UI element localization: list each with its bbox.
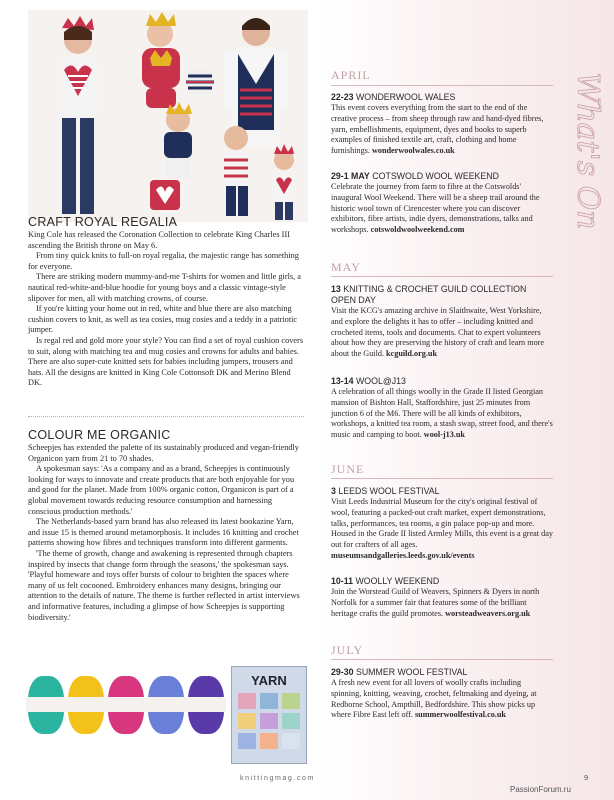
- paragraph: From tiny quick knits to full-on royal regalia, the majestic range has something for everyone.: [28, 251, 299, 271]
- organic-article: [28, 443, 306, 623]
- event-title: 22-23 WONDERWOOL WALES: [331, 92, 456, 102]
- paragraph: The Netherlands-based yarn brand has also released its latest bookazine Yarn, and issue 15 is themed around metamorphosis. It includes 16 knitting and crochet patterns showing how fibres and techniques transform into different garments.: [28, 517, 299, 548]
- event-body: Visit the KCG's amazing archive in Slaithwaite, West Yorkshire, and explore the delights it has to offer – including knitted and crocheted items, tools and documents. Chat to expert volunteers about how they are preserving the history of craft and learn more about the Guild. kcguild.org.uk: [331, 306, 545, 359]
- yarn-ball: [188, 676, 224, 734]
- month-june: JUNE: [331, 462, 365, 476]
- section-title-organic: COLOUR ME ORGANIC: [28, 428, 171, 442]
- event-title: 13 KNITTING & CROCHET GUILD COLLECTION OPEN DAY: [331, 284, 527, 305]
- event-title: 10-11 WOOLLY WEEKEND: [331, 576, 440, 586]
- paragraph: 'The theme of growth, change and awakening is represented through chapters inspired by insects that change form through the seasons,' the spokesman says. 'Playful homeware and toys offer bursts of colour to brighten the spaces where many of us felt cocooned. Embroidery enhances many designs, bringing our attention to the details of nature. The theme is further reflected in artist interviews and informative features, including a glimpse of how Scheepjes is supporting biodiversity.': [28, 548, 300, 622]
- paragraph: A spokesman says: 'As a company and as a brand, Scheepjes is continuously looking for ways to innovate and create products that are both enjoyable for you and good for the planet. Made from 100% organic cotton, Organicon is part of a global movement towards reducing resource consumption and harnessing conscious production methods.': [28, 464, 295, 516]
- event-title: 3 LEEDS WOOL FESTIVAL: [331, 486, 440, 496]
- event-kcg: [331, 284, 553, 360]
- event-body: Celebrate the journey from farm to fibre at the Cotswolds' inaugural Wool Weekend. There will be a sheep trail around the historic wool town of Cirencester where you can discover exhibitors, fibre artists, indie dyers, demonstrations, talks and workshops. cotswoldwoolweekend.com: [331, 182, 540, 235]
- month-may: MAY: [331, 260, 361, 274]
- month-rule: [331, 659, 553, 660]
- coronation-collection-photo: [28, 10, 308, 222]
- event-worstead: [331, 576, 553, 619]
- event-leeds: [331, 486, 553, 562]
- month-rule: [331, 478, 553, 479]
- models-illustration: [28, 10, 308, 222]
- yarn-ball: [148, 676, 184, 734]
- page-number: 9: [584, 773, 589, 782]
- event-title: 13-14 WOOL@J13: [331, 376, 406, 386]
- paragraph: Scheepjes has extended the palette of its sustainably produced and vegan-friendly Organicon yarn from 21 to 70 shades.: [28, 443, 299, 463]
- event-woolj13: [331, 376, 553, 441]
- whats-on-vertical-heading: [556, 72, 605, 230]
- event-cotswold: [331, 171, 553, 236]
- event-summer-wool: [331, 667, 553, 721]
- vertical-heading-text: What's On: [570, 72, 605, 230]
- event-title: 29-30 SUMMER WOOL FESTIVAL: [331, 667, 468, 677]
- magazine-title: YARN: [251, 673, 287, 688]
- event-link[interactable]: wonderwoolwales.co.uk: [371, 146, 455, 156]
- yarn-bookazine-cover: [231, 666, 307, 764]
- event-body: This event covers everything from the start to the end of the creative process – from sheep through raw and hand-dyed fibres, yarn, embellishments, equipment, dyes and books to superb examples of finished textile art, craft, clothing and home furnishings. wonderwoolwales.co.uk: [331, 103, 544, 156]
- event-link[interactable]: summerwoolfestival.co.uk: [414, 710, 506, 720]
- event-link[interactable]: museumsandgalleries.leeds.gov.uk/events: [331, 550, 475, 560]
- event-body: A celebration of all things woolly in the Grade II listed Georgian mansion of Bishton Hall, Staffordshire, just 25 minutes from junction 6 of the M6. There will be all kinds of exhibitors, workshops, a knitted tea room, a stash swap, street food, and there's music and camping to boot. wool-j13.uk: [331, 387, 553, 440]
- event-body: A fresh new event for all lovers of woolly crafts including spinning, knitting, weaving, crochet, feltmaking and dyeing, at Redborne School, Ampthill, Bedfordshire. This show picks up where Fibre East left off. summerwoolfestival.co.uk: [331, 678, 537, 720]
- watermark: PassionForum.ru: [510, 785, 571, 794]
- month-july: JULY: [331, 643, 364, 657]
- cover-collage: [232, 667, 306, 763]
- yarn-ball: [108, 676, 144, 734]
- paragraph: Is regal red and gold more your style? You can find a set of royal cushion covers to suit, along with matching tea and mug cosies and crowns for adults and babies. There are also super-cute knitted sets for babies including jumpers, trousers and hats. All the designs are knitted in King Cole Cottonsoft DK and Merino Blend DK.: [28, 335, 304, 388]
- paragraph: If you're kitting your home out in red, white and blue there are also matching cushion covers to knit, as well as tea cosies, mug cosies and a teddy in a patriotic jumper.: [28, 304, 298, 335]
- regalia-article: [28, 230, 306, 389]
- yarn-ball: [68, 676, 104, 734]
- event-body: Visit Leeds Industrial Museum for the city's original festival of wool, featuring a packed-out craft market, expert demonstrations, talks, performances, tea rooms, a gin palace pop-up and more. Housed in the Grade II listed Armley Mills, this event is a great day out for crafters of all ages. museumsandgalleries.leeds.gov.uk/events: [331, 497, 553, 560]
- event-link[interactable]: wool-j13.uk: [423, 430, 465, 440]
- yarn-balls: [28, 676, 228, 736]
- section-divider: [28, 416, 304, 417]
- footer-site: knittingmag.com: [240, 775, 315, 782]
- event-title: 29-1 MAY COTSWOLD WOOL WEEKEND: [331, 171, 499, 181]
- event-body: Join the Worstead Guild of Weavers, Spinners & Dyers in north Norfolk for a summer fair that features some of the brilliant heritage crafts the guild promotes. worsteadweavers.org.uk: [331, 587, 540, 618]
- month-april: APRIL: [331, 68, 371, 82]
- section-title-regalia: CRAFT ROYAL REGALIA: [28, 215, 178, 229]
- event-link[interactable]: worsteadweavers.org.uk: [445, 608, 531, 618]
- month-rule: [331, 276, 553, 277]
- event-link[interactable]: kcguild.org.uk: [386, 349, 437, 359]
- month-rule: [331, 85, 553, 86]
- event-link[interactable]: cotswoldwoolweekend.com: [370, 225, 465, 235]
- paragraph: King Cole has released the Coronation Collection to celebrate King Charles III ascending the British throne on May 6.: [28, 230, 290, 250]
- event-wonderwool: [331, 92, 553, 157]
- yarn-ball: [28, 676, 64, 734]
- paragraph: There are striking modern mummy-and-me T-shirts for women and little girls, a nautical red-white-and-blue hoodie for young boys and a classic vintage-style slipover for men, all with matching crowns, of course.: [28, 272, 301, 303]
